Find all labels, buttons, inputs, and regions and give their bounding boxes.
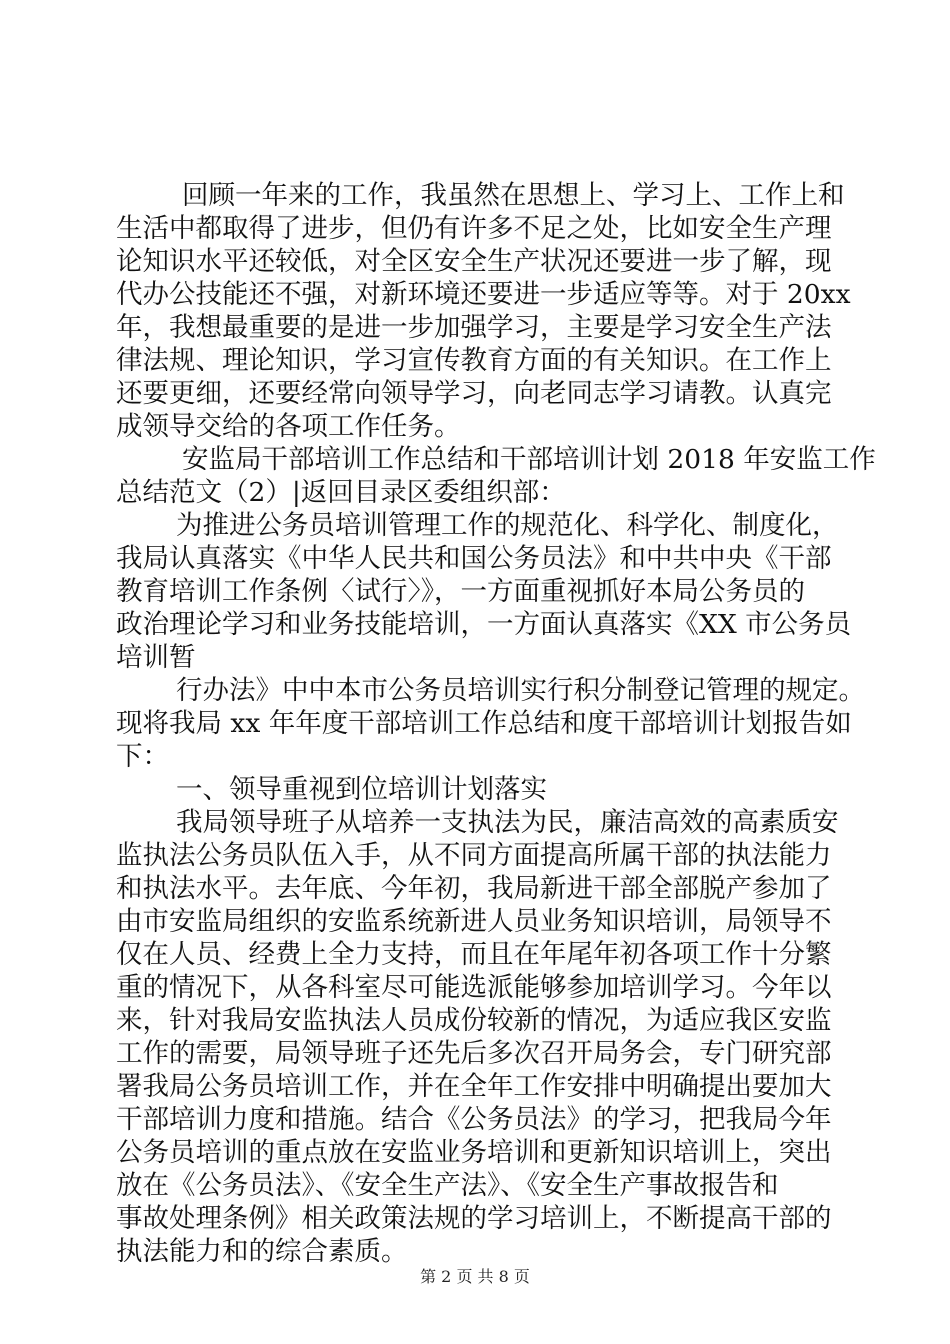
text-line: 还要更细，还要经常向领导学习，向老同志学习请教。认真完 bbox=[116, 378, 832, 409]
text-line: 公务员培训的重点放在安监业务培训和更新知识培训上，突出 bbox=[116, 1137, 832, 1168]
section-heading: 总结范文（2）|返回目录区委组织部： bbox=[116, 477, 566, 508]
text-line: 来，针对我局安监执法人员成份较新的情况，为适应我区安监 bbox=[116, 1005, 832, 1036]
text-line: 仅在人员、经费上全力支持，而且在年尾年初各项工作十分繁 bbox=[116, 939, 832, 970]
text-line: 生活中都取得了进步，但仍有许多不足之处，比如安全生产理 bbox=[116, 213, 832, 244]
text-line: 年，我想最重要的是进一步加强学习，主要是学习安全生产法 bbox=[116, 312, 832, 343]
text-line: 和执法水平。去年底、今年初，我局新进干部全部脱产参加了 bbox=[116, 873, 832, 904]
text-line: 律法规、理论知识，学习宣传教育方面的有关知识。在工作上 bbox=[116, 345, 832, 376]
text-line: 论知识水平还较低，对全区安全生产状况还要进一步了解，现 bbox=[116, 246, 832, 277]
text-line: 成领导交给的各项工作任务。 bbox=[116, 411, 461, 442]
text-line: 代办公技能还不强，对新环境还要进一步适应等等。对于 20xx bbox=[116, 279, 851, 310]
page-number-footer: 第 2 页 共 8 页 bbox=[420, 1267, 530, 1286]
text-line: 培训暂 bbox=[116, 642, 196, 673]
text-line: 执法能力和的综合素质。 bbox=[116, 1236, 408, 1267]
text-line: 放在《公务员法》、《安全生产法》、《安全生产事故报告和 bbox=[116, 1170, 779, 1201]
text-line: 监执法公务员队伍入手，从不同方面提高所属干部的执法能力 bbox=[116, 840, 832, 871]
text-line: 下： bbox=[116, 741, 169, 772]
text-line: 干部培训力度和措施。结合《公务员法》的学习，把我局今年 bbox=[116, 1104, 832, 1135]
text-line: 重的情况下，从各科室尽可能选派能够参加培训学习。今年以 bbox=[116, 972, 832, 1003]
text-line: 工作的需要，局领导班子还先后多次召开局务会，专门研究部 bbox=[116, 1038, 832, 1069]
text-line: 我局领导班子从培养一支执法为民，廉洁高效的高素质安 bbox=[176, 807, 839, 838]
text-line: 我局认真落实《中华人民共和国公务员法》和中共中央《干部 bbox=[116, 543, 832, 574]
text-line: 署我局公务员培训工作，并在全年工作安排中明确提出要加大 bbox=[116, 1071, 832, 1102]
text-line: 行办法》中中本市公务员培训实行积分制登记管理的规定。 bbox=[176, 675, 865, 706]
text-line: 教育培训工作条例〈试行〉》，一方面重视抓好本局公务员的 bbox=[116, 576, 805, 607]
text-line: 为推进公务员培训管理工作的规范化、科学化、制度化， bbox=[176, 510, 839, 541]
section-heading: 一、领导重视到位培训计划落实 bbox=[176, 774, 547, 805]
text-line: 政治理论学习和业务技能培训，一方面认真落实《XX 市公务员 bbox=[116, 609, 852, 640]
text-line: 现将我局 xx 年年度干部培训工作总结和度干部培训计划报告如 bbox=[116, 708, 852, 739]
text-line: 回顾一年来的工作，我虽然在思想上、学习上、工作上和 bbox=[182, 180, 845, 211]
section-heading: 安监局干部培训工作总结和干部培训计划 2018 年安监工作 bbox=[182, 444, 876, 475]
text-line: 由市安监局组织的安监系统新进人员业务知识培训，局领导不 bbox=[116, 906, 832, 937]
text-line: 事故处理条例》相关政策法规的学习培训上，不断提高干部的 bbox=[116, 1203, 832, 1234]
